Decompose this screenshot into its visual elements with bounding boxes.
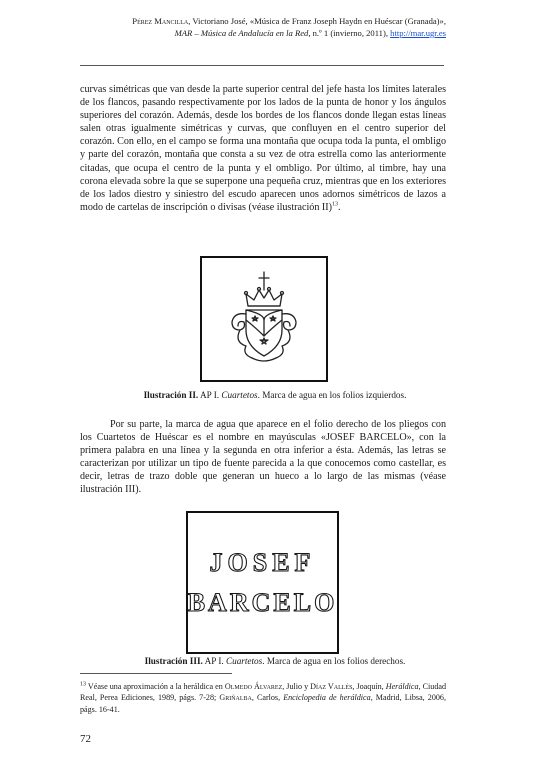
ribbon-right-icon — [276, 314, 296, 358]
footnote-text-d: , Ciudad Real, Perea Ediciones, 1989, págs. 7-28; — [80, 682, 447, 703]
illustration-ii-figure — [200, 256, 328, 382]
paragraph-1-end: . — [337, 201, 341, 213]
header-line-2 — [60, 27, 446, 39]
caption-ii-source: AP I. — [198, 390, 222, 400]
paragraph-1-text: curvas simétricas que van desde la parte superior central del jefe hasta los límites laterales de los flancos, pasando respectivamente por los lados de la punta de honor y los ángulos superiores del corazón. Además, desde los bordes de los flancos donde llegan estas líneas salen otras igualmente simétricas y curvas, que confluyen en el centro superior del corazón. Con ello, en el campo se forma una montaña que ocupa toda la punta, el ombligo y parte del corazón, montaña que consta a su vez de otra estrella como las anteriormente citadas, que ocupa el centro de la punta y el ombligo. Por último, al timbre, hay una corona elevada sobre la que se superpone una pequeña cruz, mientras que en los exteriores de los lados diestro y siniestro del escudo aparecen unos adornos simétricos de lazos a modo de cartelas de inscripción o divisas (véase ilustración II) — [80, 84, 446, 213]
footnote-text-a: Véase una aproximación a la heráldica en — [86, 682, 225, 691]
illustration-ii-caption — [60, 390, 490, 400]
crown-icon — [246, 290, 282, 306]
watermark-coat-of-arms — [202, 258, 326, 380]
footnote-divider — [80, 673, 232, 674]
header-close-quote: », — [439, 16, 446, 26]
caption-ii-label: Ilustración II. — [143, 390, 199, 400]
footnote-author-1: Olmedo Álvarez — [224, 682, 283, 691]
star-icon-right — [270, 316, 276, 321]
footnote-ref-13[interactable]: 13 — [331, 201, 338, 208]
header-issue: , n.º 1 (invierno, 2011), — [308, 28, 391, 38]
illustration-iii-figure — [186, 511, 339, 654]
header-divider — [80, 65, 444, 66]
watermark-line-2: BARCELO — [188, 588, 337, 617]
footnote-text-e: , Carlos, — [251, 693, 284, 703]
header-journal-abbr: MAR — [174, 28, 193, 38]
watermark-josef-barcelo — [188, 513, 337, 652]
ribbon-left-icon — [232, 314, 252, 358]
header-author-surname: Pérez Mancilla — [132, 16, 189, 26]
header-line-1 — [60, 15, 446, 27]
caption-iii-label: Ilustración III. — [144, 656, 203, 666]
paragraph-1 — [80, 83, 446, 214]
footnote-author-3: Griñalba — [219, 693, 252, 703]
header-journal-full: Música de Andalucía en la Red — [200, 28, 309, 38]
paragraph-2-text: Por su parte, la marca de agua que aparece en el folio derecho de los pliegos con los Cuartetos de Huéscar es el nombre en mayúsculas «JOSEF BARCELO», con la primera palabra en una línea y la segunda en otra inferior a ésta. Además, las letras se caracterizan por utilizar un tipo de fuente parecida a la que conocemos como castellar, es decir, letras de trazo doble que generan un hueco a lo largo de las mismas (véase ilustración III). — [80, 419, 446, 496]
caption-ii-work: Cuartetos — [221, 390, 258, 400]
paragraph-2 — [80, 418, 446, 497]
cross-icon — [259, 272, 269, 290]
footnote-13 — [80, 681, 446, 715]
header-article-title: Música de Franz Joseph Haydn en Huéscar (Granada) — [254, 16, 440, 26]
caption-iii-source: AP I. — [202, 656, 226, 666]
watermark-line-1: JOSEF — [209, 548, 316, 577]
running-header — [60, 15, 446, 39]
footnote-title-1: Heráldica — [385, 682, 419, 691]
footnote-text-f: , Madrid, Libsa, 2006, págs. 16-41. — [80, 693, 446, 714]
footnote-title-2: Enciclopedia de heráldica — [283, 693, 371, 703]
page-number: 72 — [80, 733, 91, 745]
header-journal-dash: – — [192, 28, 201, 38]
footnote-text-b: , Julio y — [282, 682, 311, 691]
caption-iii-work: Cuartetos — [225, 656, 263, 666]
star-icon-left — [252, 316, 258, 321]
caption-iii-text: . Marca de agua en los folios derechos. — [262, 656, 406, 666]
header-author-given: , Victoriano José, « — [188, 16, 255, 26]
footnote-text-c: , Joaquín, — [352, 682, 386, 691]
illustration-iii-caption — [60, 656, 490, 666]
footnote-number: 13 — [80, 681, 86, 688]
caption-ii-text: . Marca de agua en los folios izquierdos. — [257, 390, 407, 400]
star-icon-bottom — [260, 338, 268, 344]
footnote-author-2: Díaz Vallés — [310, 682, 353, 691]
header-url-link[interactable]: http://mar.ugr.es — [390, 28, 446, 38]
